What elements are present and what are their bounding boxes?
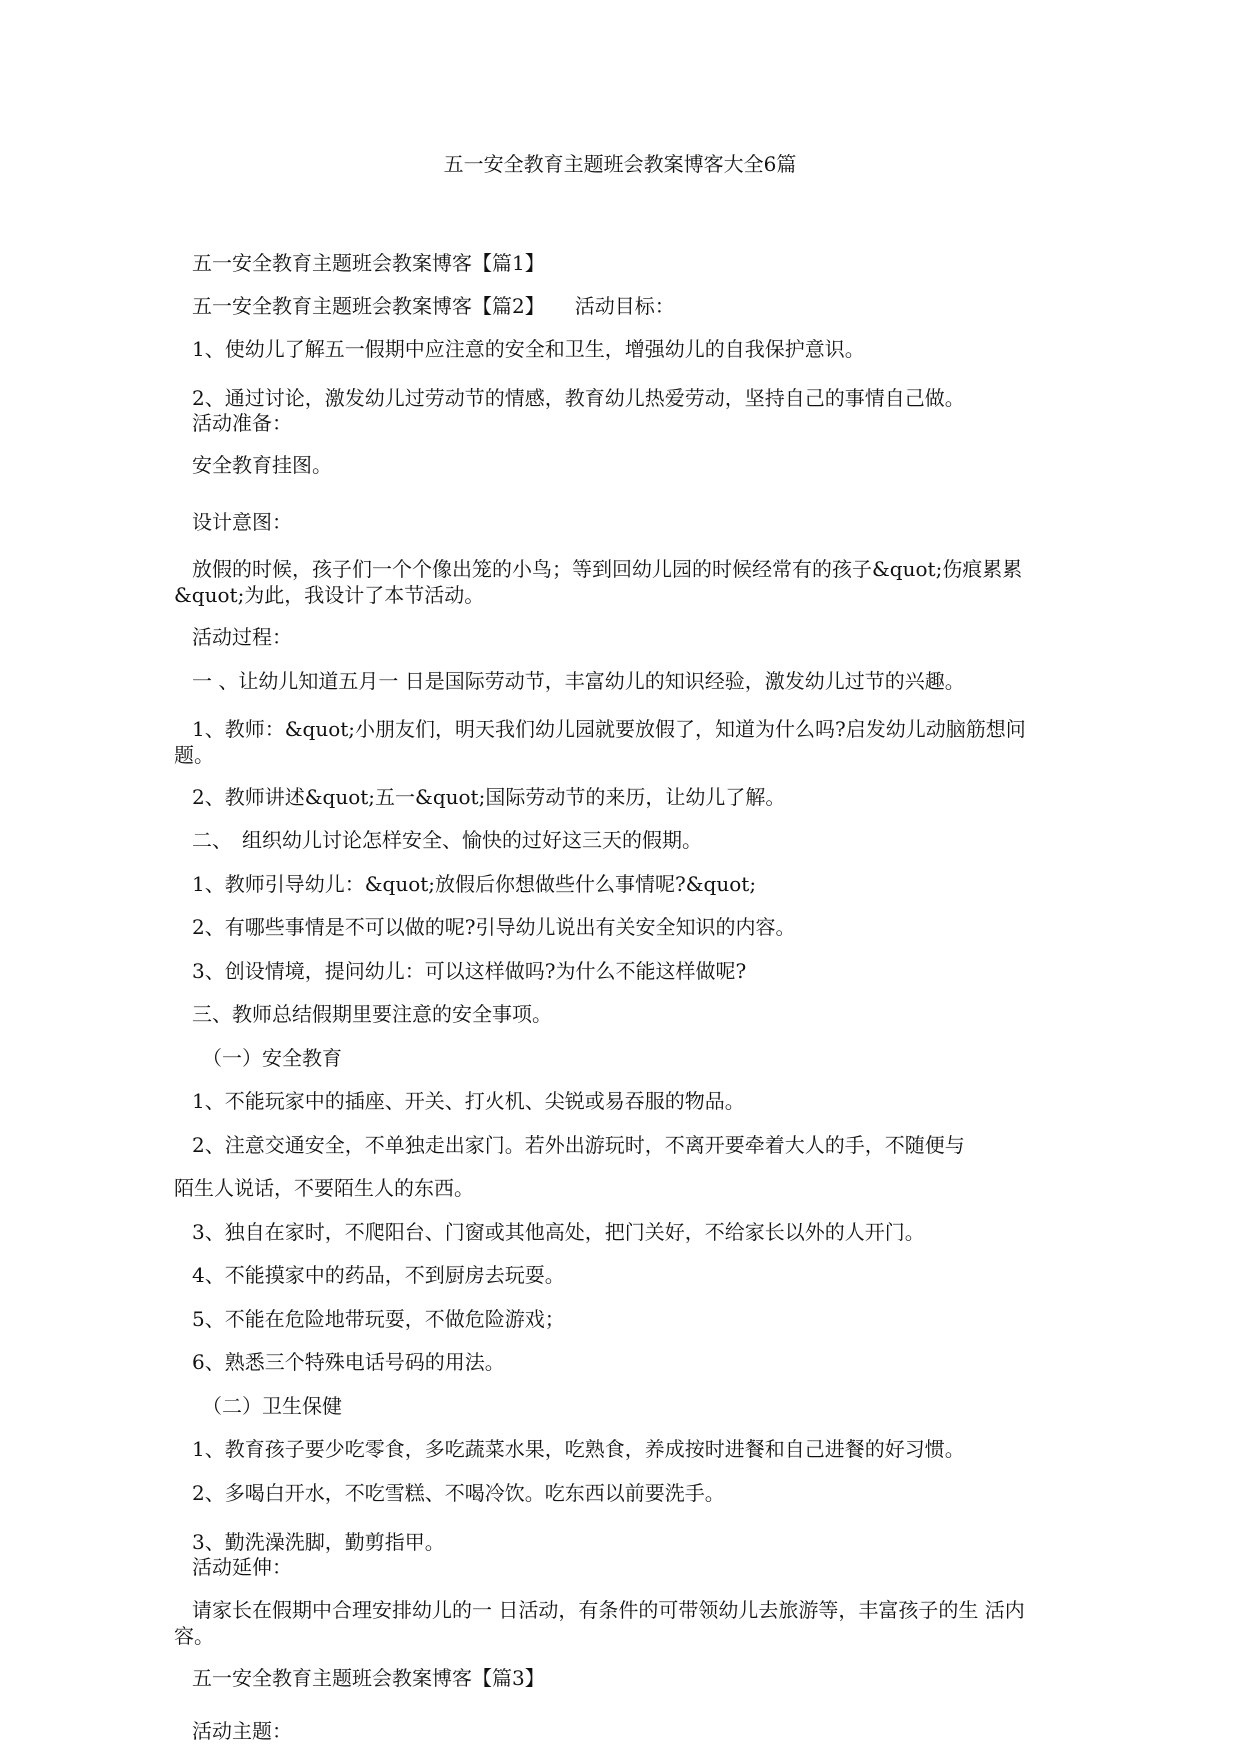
paragraph: 2、注意交通安全，不单独走出家门。若外出游玩时，不离开要牵着大人的手，不随便与: [192, 1133, 965, 1157]
document-title: 五一安全教育主题班会教案博客大全6篇: [443, 152, 797, 176]
paragraph: 二、 组织幼儿讨论怎样安全、愉快的过好这三天的假期。: [192, 828, 702, 852]
paragraph: 3、创设情境，提问幼儿：可以这样做吗?为什么不能这样做呢?: [192, 959, 747, 983]
paragraph: 1、教师引导幼儿：&quot;放假后你想做些什么事情呢?&quot;: [192, 872, 757, 896]
paragraph: 一 、让幼儿知道五月一 日是国际劳动节，丰富幼儿的知识经验，激发幼儿过节的兴趣。: [192, 669, 965, 693]
section-heading: 五一安全教育主题班会教案博客【篇3】: [192, 1666, 545, 1690]
section-heading: 五一安全教育主题班会教案博客【篇1】: [192, 251, 545, 275]
paragraph: 放假的时候，孩子们一个个像出笼的小鸟；等到回幼儿园的时候经常有的孩子&quot;伤痕累累&quot;为此，我设计了本节活动。: [174, 557, 1023, 607]
paragraph: 陌生人说话，不要陌生人的东西。: [174, 1176, 474, 1200]
paragraph: 活动延伸：: [192, 1555, 292, 1579]
paragraph: 3、独自在家时，不爬阳台、门窗或其他高处，把门关好，不给家长以外的人开门。: [192, 1220, 925, 1244]
subsection-heading: （二）卫生保健: [202, 1394, 342, 1418]
paragraph: 1、教育孩子要少吃零食，多吃蔬菜水果，吃熟食，养成按时进餐和自己进餐的好习惯。: [192, 1437, 965, 1461]
paragraph: 4、不能摸家中的药品，不到厨房去玩耍。: [192, 1263, 565, 1287]
paragraph: 设计意图：: [192, 510, 292, 534]
paragraph: 活动主题：: [192, 1719, 292, 1743]
paragraph: 1、不能玩家中的插座、开关、打火机、尖锐或易吞服的物品。: [192, 1089, 745, 1113]
paragraph: 安全教育挂图。: [192, 453, 332, 477]
paragraph: 1、教师：&quot;小朋友们，明天我们幼儿园就要放假了，知道为什么吗?启发幼儿动脑筋想问题。: [174, 717, 1026, 767]
paragraph: 5、不能在危险地带玩耍，不做危险游戏；: [192, 1307, 565, 1331]
paragraph: 请家长在假期中合理安排幼儿的一 日活动，有条件的可带领幼儿去旅游等，丰富孩子的生 活内容。: [174, 1598, 1025, 1648]
paragraph: 活动过程：: [192, 625, 292, 649]
paragraph: 2、多喝白开水，不吃雪糕、不喝冷饮。吃东西以前要洗手。: [192, 1481, 725, 1505]
paragraph: 活动准备：: [192, 411, 292, 435]
paragraph: 2、通过讨论，激发幼儿过劳动节的情感，教育幼儿热爱劳动，坚持自己的事情自己做。: [192, 386, 965, 410]
paragraph: 1、使幼儿了解五一假期中应注意的安全和卫生，增强幼儿的自我保护意识。: [192, 337, 865, 361]
paragraph: 2、教师讲述&quot;五一&quot;国际劳动节的来历，让幼儿了解。: [192, 785, 786, 809]
paragraph: 2、有哪些事情是不可以做的呢?引导幼儿说出有关安全知识的内容。: [192, 915, 796, 939]
paragraph: 6、熟悉三个特殊电话号码的用法。: [192, 1350, 505, 1374]
section-heading: 五一安全教育主题班会教案博客【篇2】 活动目标：: [192, 294, 675, 318]
paragraph: 3、勤洗澡洗脚，勤剪指甲。: [192, 1530, 445, 1554]
subsection-heading: （一）安全教育: [202, 1046, 342, 1070]
paragraph: 三、教师总结假期里要注意的安全事项。: [192, 1002, 552, 1026]
